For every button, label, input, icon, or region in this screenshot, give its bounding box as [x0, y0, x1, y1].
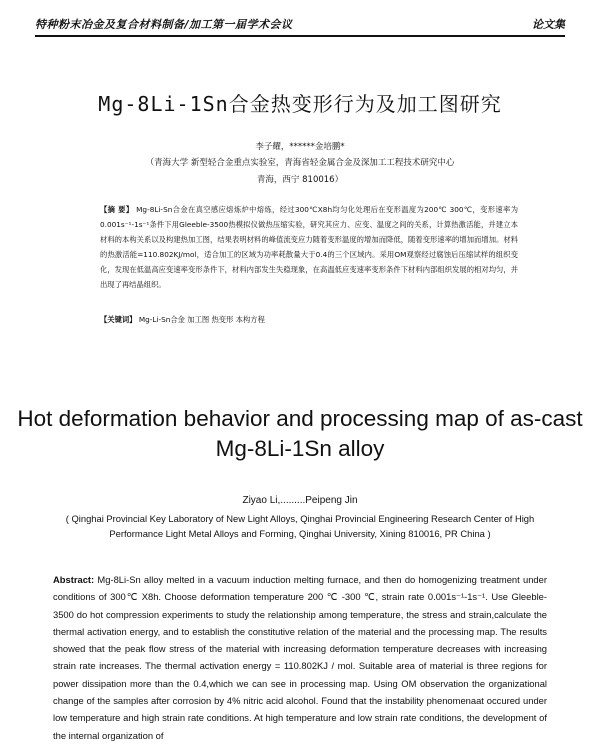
- english-title: Hot deformation behavior and processing map of as-cast Mg-8Li-1Sn alloy: [17, 406, 583, 461]
- header-section-label: 论文集: [532, 18, 565, 31]
- english-abstract: [53, 571, 547, 744]
- chinese-affiliation: （青海大学 新型轻合金重点实验室，青海省轻金属合金及深加工工程技术研究中心: [145, 158, 455, 168]
- header-conference-title: 特种粉末冶金及复合材料制备/加工第一届学术会议: [35, 18, 293, 31]
- chinese-abstract: [100, 203, 518, 292]
- chinese-keywords-label: 【关键词】: [100, 315, 137, 324]
- chinese-abstract-label: 【摘 要】: [100, 205, 134, 214]
- english-abstract-label: Abstract:: [53, 574, 95, 585]
- english-affiliation: ( Qinghai Provincial Key Laboratory of New Light Alloys, Qinghai Provincial Engineering Research Center of High Performance Light Metal Alloys and Forming, Qinghai University, Xining 810016, PR China ): [65, 513, 535, 539]
- header-rule: [35, 35, 565, 37]
- chinese-title: Mg-8Li-1Sn合金热变形行为及加工图研究: [98, 92, 502, 116]
- chinese-keywords: [100, 315, 518, 325]
- chinese-authors: 李子耀，******金培鹏*: [255, 142, 345, 152]
- chinese-abstract-text: Mg-8Li-Sn合金在真空感应熔炼炉中熔炼，经过300℃X8h均匀化处理后在变形温度为200℃ 300℃，变形速率为0.001s⁻¹-1s⁻¹条件下用Gleeble-3500热模拟仪做热压缩实验，研究其应力、应变、温度之间的关系，计算热激活能，并建立本材料的本构关系以及构建热加工图，结果表明材料的峰值流变应力随着变形温度的增加而降低，随着变形速率的增加而增加。材料的热激活能=110.802KJ/mol，适合加工的区域为功率耗散量大于0.4的三个区域内。采用OM观察经过腐蚀后压缩试样的组织变化，发现在低温高应变速率变形条件下，材料内部发生失稳现象，在高温低应变速率变形条件下材料内部组织发展的相对均匀，并出现了再结晶组织。: [100, 205, 518, 289]
- chinese-city: 青海，西宁 810016）: [256, 175, 344, 185]
- running-header: [35, 16, 565, 34]
- english-abstract-text: Mg-8Li-Sn alloy melted in a vacuum induction melting furnace, and then do homogenizing treatment under conditions of 300℃ X8h. Choose deformation temperature 200 ℃ -300 ℃, strain rate 0.001s⁻¹-1s⁻¹. Use Gleeble-3500 do hot compression experiments to study the relationship among temperature, the stress and strain,calculate the thermal activation energy, and to establish the constitutive relation of the material and the processing map. The results showed that the peak flow stress of the material with increasing deformation temperature decreases with increasing strain rate increases. The thermal activation energy = 110.802KJ / mol. Suitable area of material is three regions for power dissipation more than the 0.4,which we can see in processing map. Using OM observation the organizational change of the samples after corrosion by 4% nitric acid alcohol. Found that the instability phenomenaat occured under low temperature and high strain rate conditions. At high temperature and low strain rate conditions, the development of the internal organization of: [53, 574, 547, 741]
- english-authors: Ziyao Li,.........Peipeng Jin: [242, 495, 358, 506]
- chinese-keywords-text: Mg-Li-Sn合金 加工图 热变形 本构方程: [138, 315, 265, 324]
